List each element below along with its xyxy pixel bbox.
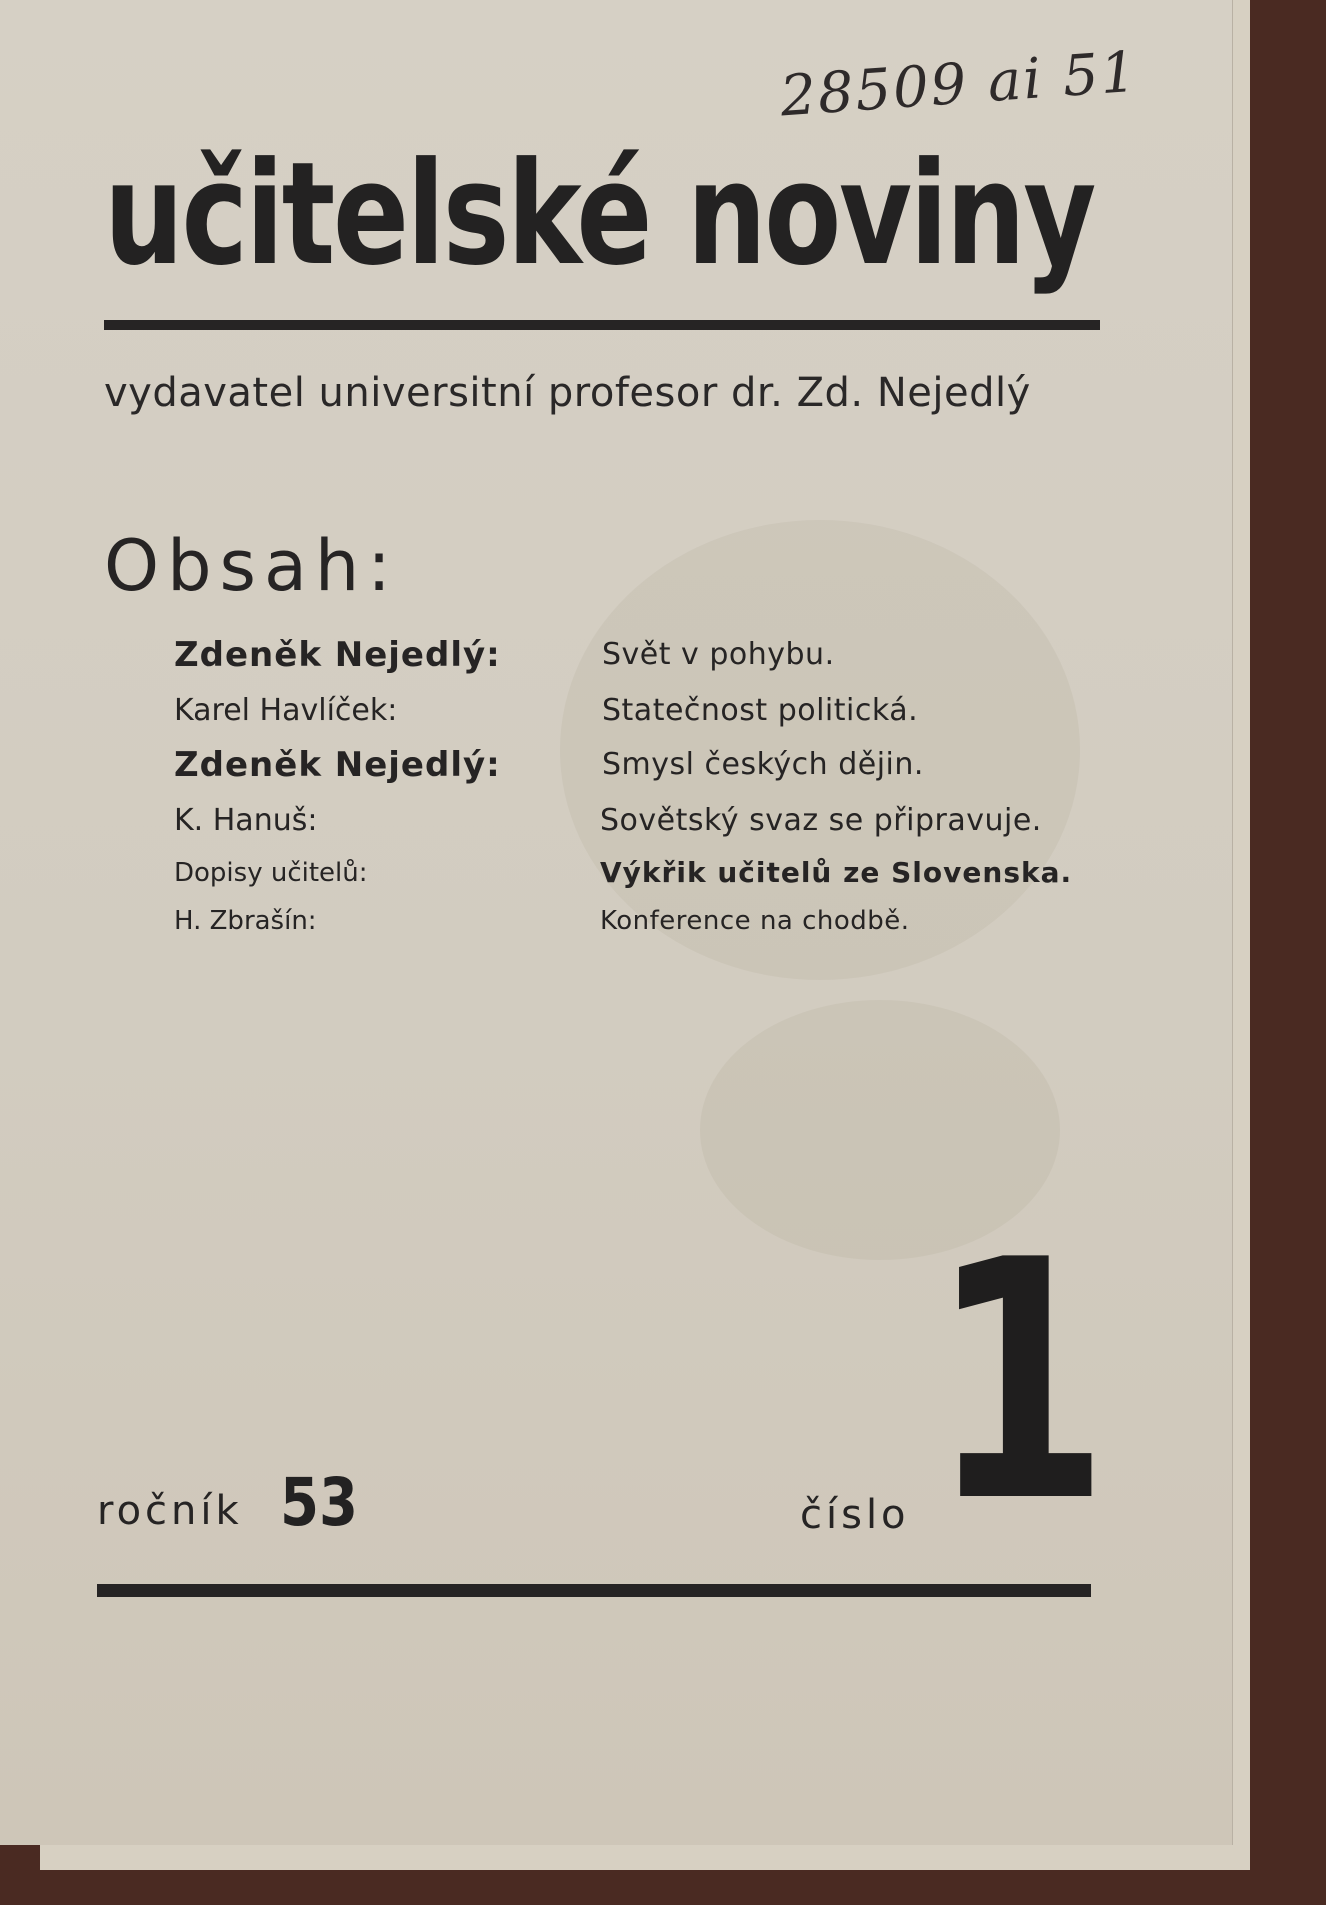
contents-title: Statečnost politická. bbox=[602, 693, 919, 728]
contents-row bbox=[174, 632, 1114, 688]
contents-author: Karel Havlíček: bbox=[174, 693, 398, 728]
contents-title: Smysl českých dějin. bbox=[602, 747, 924, 782]
contents-author: H. Zbrašín: bbox=[174, 906, 317, 936]
contents-row bbox=[174, 850, 1114, 898]
issue-label: číslo bbox=[800, 1492, 910, 1538]
contents-row bbox=[174, 742, 1114, 798]
contents-author: Zdeněk Nejedlý: bbox=[174, 745, 501, 785]
contents-author: Zdeněk Nejedlý: bbox=[174, 635, 501, 675]
volume-number: 53 bbox=[280, 1464, 359, 1541]
contents-title: Konference na chodbě. bbox=[600, 906, 910, 936]
newspaper-title: učitelské noviny bbox=[104, 132, 1095, 297]
contents-row bbox=[174, 798, 1114, 850]
issue-number: 1 bbox=[930, 1190, 1110, 1574]
publisher-line: vydavatel universitní profesor dr. Zd. Nejedlý bbox=[104, 370, 1031, 416]
contents-row bbox=[174, 898, 1114, 944]
table-of-contents bbox=[174, 632, 1114, 944]
contents-author: Dopisy učitelů: bbox=[174, 858, 368, 888]
bottom-rule bbox=[97, 1584, 1091, 1597]
contents-row bbox=[174, 688, 1114, 742]
contents-author: K. Hanuš: bbox=[174, 803, 318, 838]
handwritten-annotation: 28509 ai 51 bbox=[778, 39, 1141, 130]
contents-title: Výkřik učitelů ze Slovenska. bbox=[600, 856, 1073, 889]
volume-label: ročník bbox=[97, 1488, 243, 1534]
contents-heading: Obsah: bbox=[104, 525, 399, 607]
contents-title: Svět v pohybu. bbox=[602, 637, 835, 672]
contents-title: Sovětský svaz se připravuje. bbox=[600, 803, 1042, 838]
top-rule bbox=[104, 320, 1100, 330]
